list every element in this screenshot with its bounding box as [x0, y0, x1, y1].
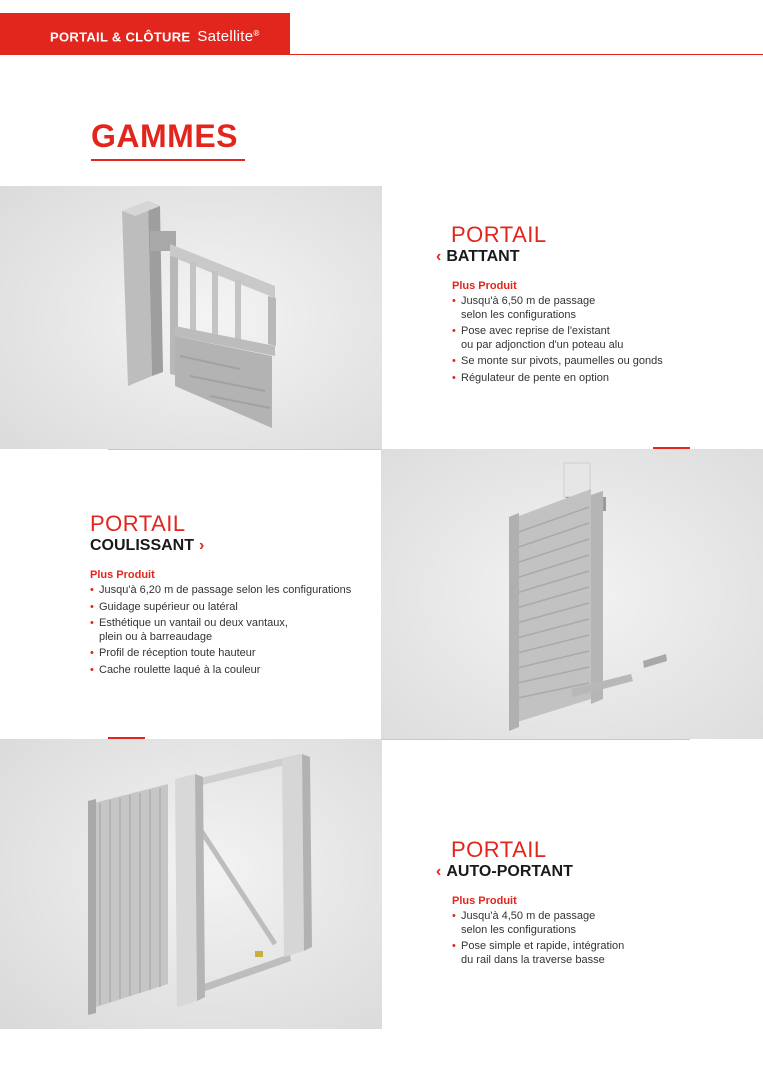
feature-item: • Jusqu'à 4,50 m de passage selon les configurations [452, 910, 736, 937]
product-name [90, 536, 380, 556]
plus-produit-label: Plus Produit [90, 569, 155, 581]
feature-item: • Profil de réception toute hauteur [90, 647, 380, 661]
product-name-text: BATTANT [446, 248, 520, 265]
chevron-left-icon: ‹ [436, 248, 442, 265]
product-coulissant [90, 512, 380, 680]
plus-produit-label: Plus Produit [452, 895, 517, 907]
product-kicker: PORTAIL [451, 837, 547, 862]
photo-portail-battant [0, 186, 382, 449]
feature-item: • Jusqu'à 6,20 m de passage selon les configurations [90, 584, 380, 598]
product-battant [436, 223, 736, 388]
product-kicker: PORTAIL [90, 511, 186, 536]
registered-mark: ® [253, 29, 260, 38]
product-name-text: AUTO-PORTANT [446, 863, 573, 880]
product-name [436, 862, 736, 882]
header-rule [290, 54, 763, 55]
header-title [50, 13, 260, 55]
product-name [436, 247, 736, 267]
title-underline [91, 159, 245, 161]
header-section: PORTAIL & CLÔTURE [50, 29, 191, 45]
feature-item: • Jusqu'à 6,50 m de passage selon les configurations [452, 295, 736, 322]
feature-item: • Cache roulette laqué à la couleur [90, 664, 380, 678]
feature-list [90, 584, 380, 677]
chevron-right-icon: › [199, 537, 205, 554]
feature-list [436, 910, 736, 967]
product-auto-portant [436, 838, 736, 970]
photo-portail-auto-portant [0, 739, 382, 1029]
page-title: GAMMES [91, 118, 238, 154]
product-name-text: COULISSANT [90, 537, 194, 554]
header-brand: Satellite [197, 28, 254, 46]
photo-portail-coulissant [381, 449, 763, 739]
product-kicker: PORTAIL [451, 222, 547, 247]
feature-list [436, 295, 736, 385]
feature-item: • Se monte sur pivots, paumelles ou gonds [452, 355, 736, 369]
feature-item: • Pose avec reprise de l'existant ou par adjonction d'un poteau alu [452, 325, 736, 352]
chevron-left-icon: ‹ [436, 863, 442, 880]
feature-item: • Régulateur de pente en option [452, 372, 736, 386]
plus-produit-label: Plus Produit [452, 280, 517, 292]
feature-item: • Guidage supérieur ou latéral [90, 601, 380, 615]
feature-item: • Pose simple et rapide, intégration du rail dans la traverse basse [452, 940, 736, 967]
feature-item: • Esthétique un vantail ou deux vantaux, plein ou à barreaudage [90, 617, 380, 644]
